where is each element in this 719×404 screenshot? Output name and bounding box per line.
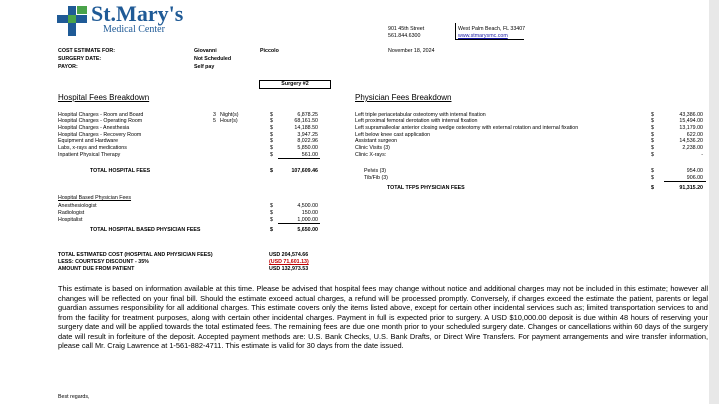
payor-value: Self pay	[194, 64, 215, 70]
city: West Palm Beach, FL 33407	[458, 26, 526, 32]
row-label: Hospital Charges - Anesthesia	[58, 125, 130, 131]
row-label: Assistant surgeon	[355, 138, 398, 144]
row-currency: $	[270, 138, 273, 144]
logo-subtitle: Medical Center	[103, 24, 165, 35]
total-amount: 91,315.20	[679, 185, 703, 191]
logo-name: St.Mary's	[91, 1, 184, 26]
row-label: Radiologist	[58, 210, 85, 216]
row-amount: 3,947.25	[297, 132, 318, 138]
summary-amount: (USD 71,601.13)	[269, 259, 309, 265]
hospital-fees-title: Hospital Fees Breakdown	[58, 93, 150, 102]
row-qty: 5	[213, 118, 216, 124]
logo	[57, 1, 217, 38]
row-amount: 13,179.00	[679, 125, 703, 131]
total-currency: $	[270, 227, 273, 233]
row-label: Left triple periacetabular osteotomy with internal fixation	[355, 112, 486, 118]
total-label: TOTAL HOSPITAL BASED PHYSICIAN FEES	[90, 227, 201, 233]
row-currency: $	[270, 132, 273, 138]
total-amount: 5,650.00	[297, 227, 318, 233]
physician-subtotal-rule	[664, 181, 706, 182]
address-line: 901 45th Street	[388, 26, 425, 32]
hospital-subtotal-rule	[278, 158, 320, 159]
summary-label: TOTAL ESTIMATED COST (HOSPITAL AND PHYSICIAN FEES)	[58, 252, 213, 258]
surgery-date-label: SURGERY DATE:	[58, 56, 102, 62]
row-currency: $	[270, 112, 273, 118]
patient-last-name: Piccolo	[260, 48, 279, 54]
row-label: Clinic X-rays:	[355, 152, 387, 158]
row-amount: 622.00	[686, 132, 703, 138]
row-qty: 3	[213, 112, 216, 118]
row-label: Tib/Fib (3)	[364, 175, 388, 181]
viewer-edge	[709, 0, 719, 404]
row-currency: $	[270, 118, 273, 124]
total-currency: $	[270, 168, 273, 174]
estimate-for-label: COST ESTIMATE FOR:	[58, 48, 115, 54]
physician-fees-title: Physician Fees Breakdown	[355, 93, 452, 102]
total-amount: 107,609.46	[291, 168, 318, 174]
total-label: TOTAL TFPS PHYSICIAN FEES	[387, 185, 465, 191]
row-unit: Hour(s)	[220, 118, 238, 124]
row-currency: $	[651, 138, 654, 144]
summary-label: AMOUNT DUE FROM PATIENT	[58, 266, 135, 272]
row-unit: Night(s)	[220, 112, 239, 118]
summary-amount: USD 132,973.53	[269, 266, 309, 272]
row-label: Left below knee cast application	[355, 132, 431, 138]
row-label: Equipment and Hardware	[58, 138, 119, 144]
row-currency: $	[270, 145, 273, 151]
patient-first-name: Giovanni	[194, 48, 217, 54]
row-currency: $	[651, 152, 654, 158]
row-label: Inpatient Physical Therapy	[58, 152, 121, 158]
row-amount: 14,536.20	[679, 138, 703, 144]
surgery-date-value: Not Scheduled	[194, 56, 232, 62]
row-amount: -	[701, 152, 703, 158]
row-label: Hospitalist	[58, 217, 83, 223]
row-currency: $	[270, 152, 273, 158]
website-link[interactable]: www.stmarysmc.com	[458, 33, 508, 39]
total-label: TOTAL HOSPITAL FEES	[90, 168, 151, 174]
row-label: Left supramalleolar anterior closing wedge osteotomy with external rotation and internal fixation	[355, 125, 579, 131]
surgery-number-box: Surgery #2	[259, 80, 331, 89]
header-divider-v	[455, 23, 456, 40]
row-label: Labs, x-rays and medications	[58, 145, 127, 151]
row-amount: 68,161.50	[294, 118, 318, 124]
cross-logo-icon	[57, 6, 87, 36]
row-amount: 6,878.25	[297, 112, 318, 118]
row-amount: 5,850.00	[297, 145, 318, 151]
total-currency: $	[651, 185, 654, 191]
header-rule	[456, 39, 524, 40]
summary-amount: USD 204,574.66	[269, 252, 309, 258]
row-currency: $	[651, 132, 654, 138]
row-amount: 43,386.00	[679, 112, 703, 118]
row-currency: $	[651, 118, 654, 124]
row-amount: 14,188.50	[294, 125, 318, 131]
row-currency: $	[270, 203, 273, 209]
phone: 561.844.6300	[388, 33, 421, 39]
closing-text: Best regards,	[58, 394, 90, 400]
row-amount: 8,022.96	[297, 138, 318, 144]
row-amount: 1,000.00	[297, 217, 318, 223]
summary-label: LESS: COURTESY DISCOUNT - 35%	[58, 259, 149, 265]
row-amount: 906.00	[686, 175, 703, 181]
row-label: Hospital Charges - Room and Board	[58, 112, 144, 118]
hbp-subtotal-rule	[278, 223, 320, 224]
row-label: Hospital Charges - Recovery Room	[58, 132, 142, 138]
row-amount: 150.00	[301, 210, 318, 216]
row-label: Pelvis (3)	[364, 168, 387, 174]
row-label: Hospital Charges - Operating Room	[58, 118, 143, 124]
row-amount: 2,238.00	[682, 145, 703, 151]
row-amount: 4,500.00	[297, 203, 318, 209]
estimate-notes: This estimate is based on information available at this time. Please be advised that hospital fees may change without notice and additional charges may not be included in this estimate; however all changes will be reflected on your final bill. Should the estimate exceed actual charges, a refund will be processed promptly. Conversely, if charges exceed the estimate the patient, parents or legal guardian assumes responsibility for all additional charges. This estimate covers only the items listed above, except for certain other incidental services such as; limited transportation services to and from the facility for treatment purposes, along with certain other incidental charges. Payment in full is expected prior to surgery. A USD $10,000.00 deposit is due within 48 hours of reserving your surgery date and will be applied towards the total estimated fees. The remaining fees are due one month prior to your scheduled surgery date. Changes or cancellations within 60 days of the surgery date will result in forfeiture of the deposit. Accepted payment methods are: U.S. Bank Checks, U.S. Bank Drafts, or Direct Wire Transfers. For payment arrangements and wire transfer information, please call Mr. Craig Lawrence at 1-561-882-4711. This estimate is valid for 30 days from the date issued.	[58, 284, 708, 350]
row-label: Left proximal femoral derotation with internal fixation	[355, 118, 478, 124]
row-currency: $	[651, 168, 654, 174]
row-currency: $	[270, 210, 273, 216]
row-currency: $	[651, 145, 654, 151]
row-label: Anesthesiologist	[58, 203, 97, 209]
row-amount: 561.00	[301, 152, 318, 158]
estimate-date: November 18, 2024	[388, 48, 435, 54]
row-currency: $	[651, 125, 654, 131]
row-currency: $	[651, 175, 654, 181]
row-label: Clinic Visits (3)	[355, 145, 390, 151]
row-currency: $	[270, 125, 273, 131]
row-currency: $	[270, 217, 273, 223]
hospital-physician-title: Hospital Based Physician Fees	[58, 195, 132, 201]
row-amount: 15,494.00	[679, 118, 703, 124]
row-currency: $	[651, 112, 654, 118]
payor-label: PAYOR:	[58, 64, 78, 70]
row-amount: 954.00	[686, 168, 703, 174]
